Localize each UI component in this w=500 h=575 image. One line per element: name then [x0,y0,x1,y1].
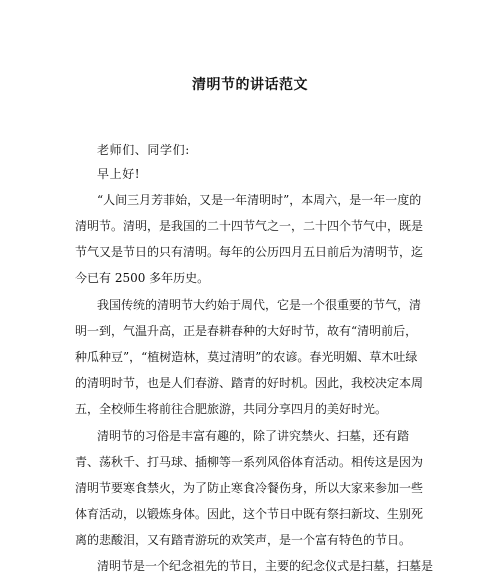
salutation: 老师们、同学们: [97,143,190,157]
paragraph-2-line-2: 明一到，气温升高，正是春耕春种的大好时节，故有“清明前后， [75,324,418,338]
paragraph-3-line-1: 清明节的习俗是丰富有趣的，除了讲究禁火、扫墓，还有踏 [97,429,410,443]
paragraph-1-line-3: 节气又是节日的只有清明。每年的公历四月五日前后为清明节，迄 [75,245,424,259]
document-title: 清明节的讲话范文 [192,77,308,93]
paragraph-1-line-1: “人间三月芳菲始，又是一年清明时”，本周六，是一年一度的 [97,193,422,207]
paragraph-3-line-3: 清明节要寒食禁火，为了防止寒食冷餐伤身，所以大家来参加一些 [75,481,424,495]
greeting: 早上好! [97,167,141,181]
paragraph-2-line-5: 五，全校师生将前往合肥旅游，共同分享四月的美好时光。 [75,402,388,416]
paragraph-2-line-4: 的清明时节，也是人们春游、踏青的好时机。因此，我校决定本周 [75,376,424,390]
paragraph-2-line-1: 我国传统的清明节大约始于周代，它是一个很重要的节气，清 [97,298,422,312]
paragraph-3-line-4: 体育活动，以锻炼身体。因此，这个节日中既有祭扫新坟、生别死 [75,507,424,521]
paragraph-1-line-2: 清明节。清明，是我国的二十四节气之一，二十四个节气中，既是 [75,219,424,233]
paragraph-3-line-5: 离的悲酸泪，又有踏青游玩的欢笑声，是一个富有特色的节日。 [75,533,412,547]
paragraph-4-line-1: 清明节是一个纪念祖先的节日，主要的纪念仪式是扫墓，扫墓是 [97,559,434,573]
paragraph-1-line-4: 今已有 2500 多年历史。 [75,271,210,285]
paragraph-2-line-3: 种瓜种豆”，“植树造林，莫过清明”的农谚。春光明媚、草木吐绿 [75,350,418,364]
paragraph-3-line-2: 青、荡秋千、打马球、插柳等一系列风俗体育活动。相传这是因为 [75,455,424,469]
